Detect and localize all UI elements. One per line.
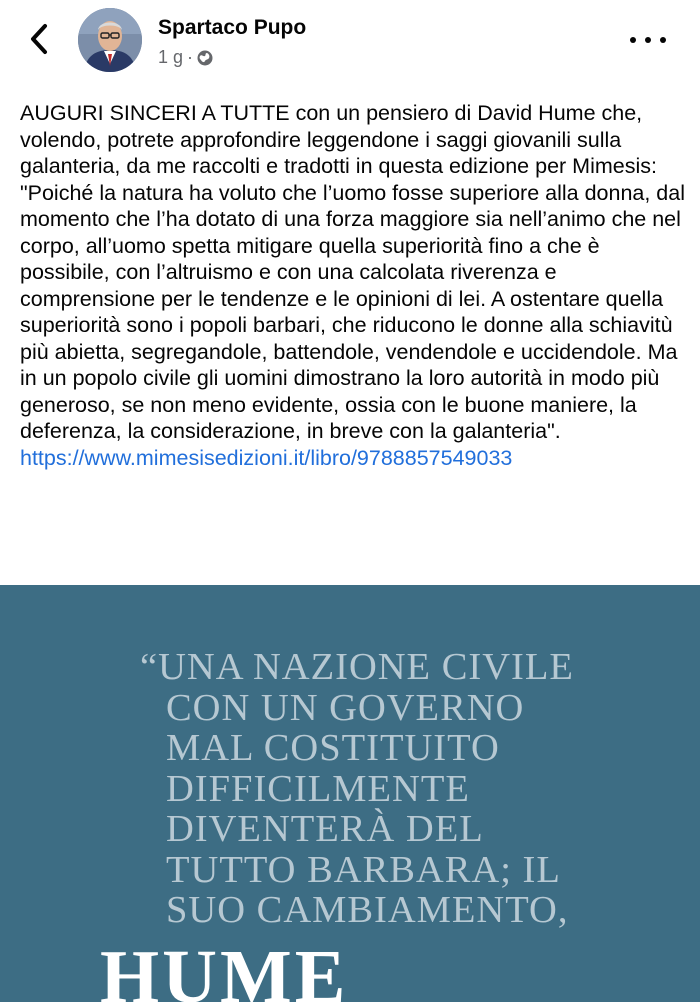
more-horizontal-icon [645, 37, 651, 43]
more-horizontal-icon [660, 37, 666, 43]
author-name[interactable]: Spartaco Pupo [158, 16, 307, 39]
cover-author: HUME [100, 935, 349, 1002]
cover-quote-line: CON UN GOVERNO [166, 686, 525, 729]
post-meta [158, 47, 213, 68]
back-button[interactable] [22, 22, 56, 56]
more-options-button[interactable] [630, 30, 666, 50]
cover-quote-line: MAL COSTITUITO [166, 727, 500, 769]
cover-quote-line: “UNA NAZIONE CIVILE [140, 646, 574, 688]
meta-separator: · [187, 47, 194, 67]
cover-quote-line: TUTTO BARBARA; IL [166, 848, 561, 891]
cover-quote-line: DIFFICILMENTE [166, 767, 470, 810]
author-avatar[interactable] [78, 8, 142, 72]
cover-quote-line: SUO CAMBIAMENTO, [166, 889, 569, 931]
cover-quote [140, 647, 574, 931]
post-link[interactable]: https://www.mimesisedizioni.it/libro/9788857549033 [20, 445, 513, 470]
post-time[interactable]: 1 g [158, 47, 184, 67]
avatar-photo [78, 8, 142, 72]
chevron-left-icon [28, 23, 50, 55]
globe-icon [197, 50, 213, 66]
post-paragraph-quote: "Poiché la natura ha voluto che l’uomo fosse superiore alla donna, dal momento che l’ha dotato di una forza maggiore sia nell’animo che nel corpo, all’uomo spetta mitigare quella superiorità fino a che è possibile, con l’altruismo e con una calcolata riverenza e comprensione per le tendenze e le opinioni di lei. A ostentare quella superiorità sono i popoli barbari, che riducono le donne alla schiavitù più abietta, segregandole, battendole, vendendole e uccidendole. Ma in un popolo civile gli uomini dimostrano la loro autorità in modo più generoso, se non meno evidente, ossia con le buone maniere, la deferenza, la considerazione, in breve con la galanteria". [20, 180, 685, 443]
more-horizontal-icon [630, 37, 636, 43]
post-header [0, 0, 700, 96]
cover-quote-line: DIVENTERÀ DEL [166, 808, 484, 850]
book-cover-image[interactable] [0, 585, 700, 1002]
post-body [20, 100, 685, 471]
post-paragraph-intro: AUGURI SINCERI A TUTTE con un pensiero di David Hume che, volendo, potrete approfondire leggendone i saggi giovanili sulla galanteria, da me raccolti e tradotti in questa edizione per Mimesis: [20, 101, 657, 178]
